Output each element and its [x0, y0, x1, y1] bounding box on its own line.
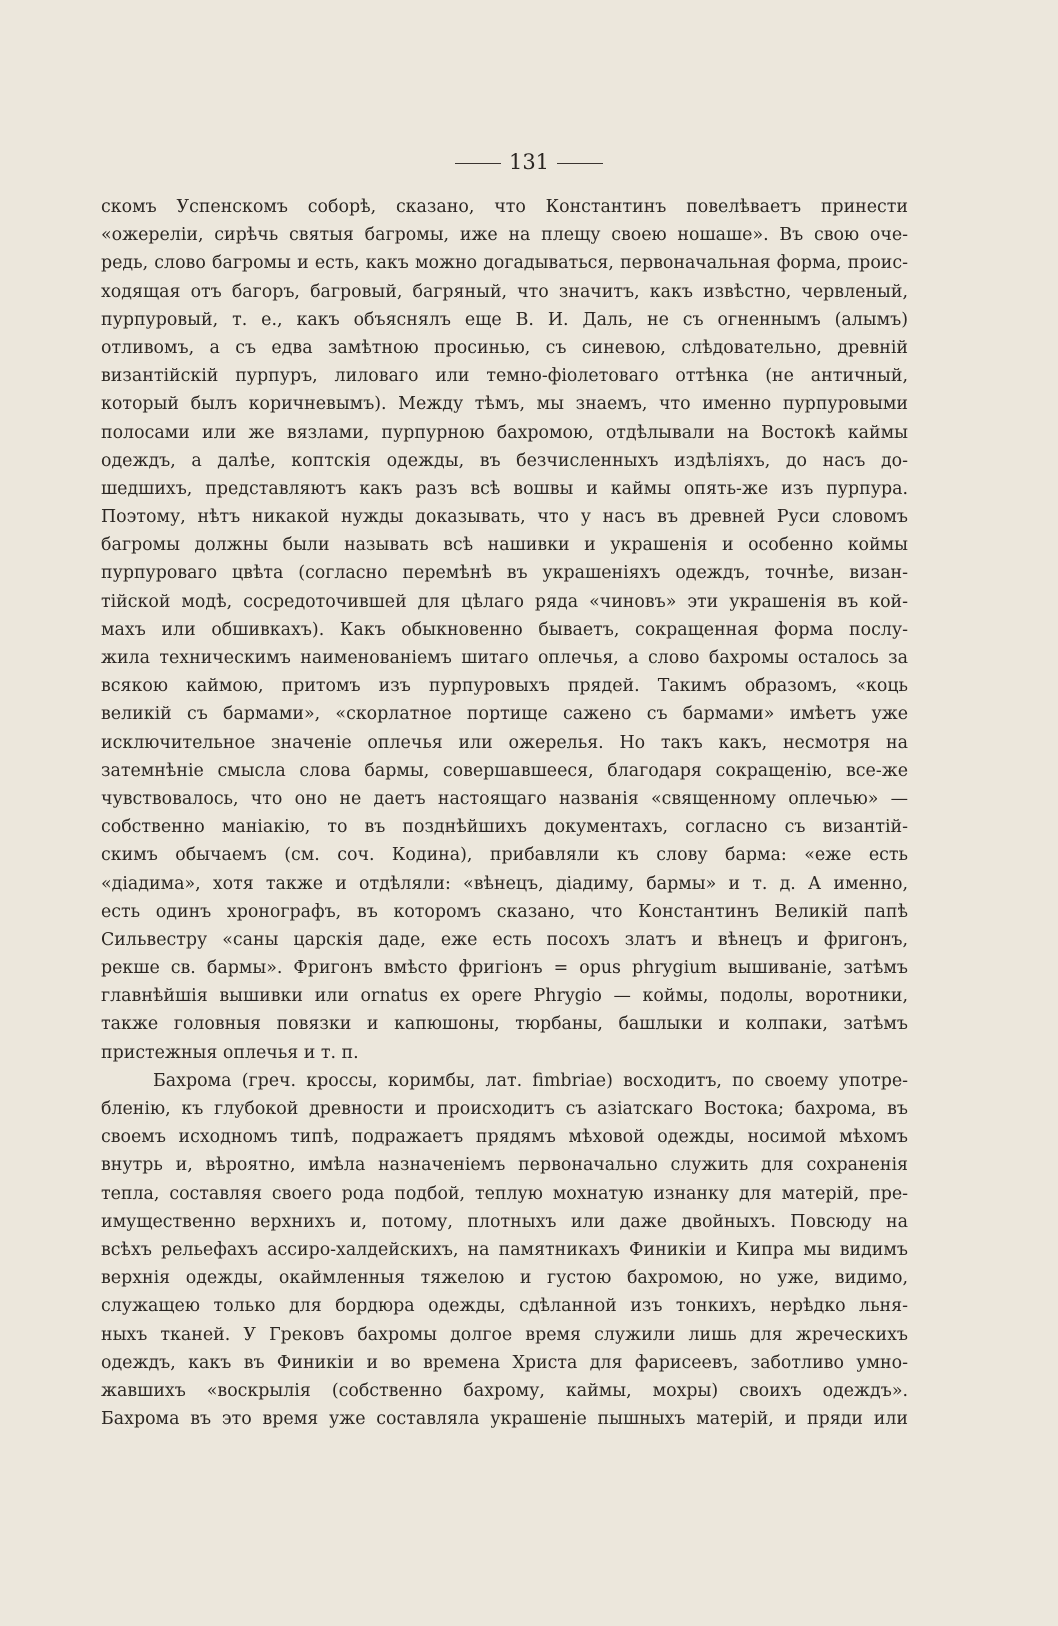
text-line: чувствовалось, что оно не даетъ настоящаго названія «священному оплечью» — — [101, 788, 908, 809]
text-line: багромы должны были называть всѣ нашивки и украшенія и особенно коймы — [101, 535, 908, 556]
text-line: Сильвестру «саны царскія даде, еже есть посохъ златъ и вѣнецъ и фригонъ, — [101, 929, 908, 950]
text-line: всякою каймою, притомъ изъ пурпуровыхъ прядей. Такимъ образомъ, «коць — [101, 676, 908, 697]
text-line: внутрь и, вѣроятно, имѣла назначеніемъ первоначально служить для сохраненія — [101, 1155, 908, 1176]
text-line: служащею только для бордюра одежды, сдѣланной изъ тонкихъ, нерѣдко льня- — [101, 1296, 908, 1317]
text-line: всѣхъ рельефахъ ассиро-халдейскихъ, на памятникахъ Финикіи и Кипра мы видимъ — [101, 1239, 908, 1260]
text-line: также головныя повязки и капюшоны, тюрбаны, башлыки и колпаки, затѣмъ — [101, 1014, 908, 1035]
text-line: собственно маніакію, то въ позднѣйшихъ документахъ, согласно съ византій- — [101, 817, 908, 838]
text-line: пурпуровый, т. е., какъ объяснялъ еще В. И. Даль, не съ огненнымъ (алымъ) — [101, 309, 908, 330]
right-rule — [557, 163, 603, 164]
body-text — [101, 193, 908, 1433]
text-line: Бахрома въ это время уже составляла украшеніе пышныхъ матерій, и пряди или — [101, 1409, 908, 1430]
text-line: одеждъ, а далѣе, коптскія одежды, въ безчисленныхъ издѣліяхъ, до насъ до- — [101, 450, 908, 471]
text-line: жила техническимъ наименованіемъ шитаго оплечья, а слово бахромы осталось за — [101, 648, 908, 668]
text-line: махъ или обшивкахъ). Какъ обыкновенно бываетъ, сокращенная форма послу- — [101, 619, 908, 640]
left-rule — [455, 163, 501, 164]
text-line: исключительное значеніе оплечья или ожерелья. Но такъ какъ, несмотря на — [101, 732, 908, 753]
text-line: бленію, къ глубокой древности и происходитъ съ азіатскаго Востока; бахрома, въ — [101, 1099, 908, 1119]
text-line: отливомъ, а съ едва замѣтною просинью, съ синевою, слѣдовательно, древній — [101, 337, 908, 358]
text-line: Бахрома (греч. кроссы, коримбы, лат. fimbriae) восходитъ, по своему употре- — [153, 1070, 908, 1091]
text-line: ходящая отъ багоръ, багровый, багряный, что значитъ, какъ извѣстно, червленый, — [101, 281, 908, 302]
text-line: ныхъ тканей. У Грековъ бахромы долгое время служили лишь для жреческихъ — [101, 1324, 908, 1345]
text-line: «діадима», хотя также и отдѣляли: «вѣнецъ, діадиму, бармы» и т. д. А именно, — [101, 873, 908, 894]
text-line: великій съ бармами», «скорлатное портище сажено съ бармами» имѣетъ уже — [101, 704, 908, 725]
text-line: рекше св. бармы». Фригонъ вмѣсто фригіонъ = opus phrygium вышиваніе, затѣмъ — [101, 958, 908, 979]
text-line: пурпуроваго цвѣта (согласно перемѣнѣ въ украшеніяхъ одеждъ, точнѣе, визан- — [101, 563, 908, 584]
text-line: скимъ обычаемъ (см. соч. Кодина), прибавляли къ слову барма: «еже есть — [101, 845, 908, 866]
text-line: одеждъ, какъ въ Финикіи и во времена Христа для фарисеевъ, заботливо умно- — [101, 1352, 908, 1373]
text-line: есть одинъ хронографъ, въ которомъ сказано, что Константинъ Великій папѣ — [101, 901, 908, 922]
text-line: верхнія одежды, окаймленныя тяжелою и густою бахромою, но уже, видимо, — [101, 1268, 908, 1289]
text-line: редь, слово багромы и есть, какъ можно догадываться, первоначальная форма, проис- — [101, 253, 908, 274]
text-line: скомъ Успенскомъ соборѣ, сказано, что Константинъ повелѣваетъ принести — [101, 197, 908, 217]
text-line: византійскій пурпуръ, лиловаго или темно-фіолетоваго оттѣнка (не античный, — [101, 366, 908, 387]
text-line: «ожереліи, сирѣчь святыя багромы, иже на плещу своею ношаше». Въ свою оче- — [101, 225, 908, 246]
text-line: шедшихъ, представляютъ какъ разъ всѣ вошвы и каймы опять-же изъ пурпура. — [101, 478, 908, 499]
text-line: тепла, составляя своего рода подбой, теплую мохнатую изнанку для матерій, пре- — [101, 1183, 908, 1204]
text-line: который былъ коричневымъ). Между тѣмъ, мы знаемъ, что именно пурпуровыми — [101, 394, 908, 415]
text-line: Поэтому, нѣтъ никакой нужды доказывать, что у насъ въ древней Руси словомъ — [101, 507, 908, 528]
page-number-header — [0, 150, 1058, 174]
text-line: своемъ исходномъ типѣ, подражаетъ прядямъ мѣховой одежды, носимой мѣхомъ — [101, 1127, 908, 1148]
page-number: 131 — [508, 150, 550, 174]
text-line: главнѣйшія вышивки или ornatus ex opere Phrygio — коймы, подолы, воротники, — [101, 986, 908, 1007]
text-line: пристежныя оплечья и т. п. — [101, 1042, 359, 1063]
text-line: имущественно верхнихъ и, потому, плотныхъ или даже двойныхъ. Повсюду на — [101, 1211, 908, 1232]
text-line: затемнѣніе смысла слова бармы, совершавшееся, благодаря сокращенію, все-же — [101, 760, 908, 781]
text-line: полосами или же вязлами, пурпурною бахромою, отдѣлывали на Востокѣ каймы — [101, 422, 908, 443]
text-line: жавшихъ «воскрылія (собственно бахрому, каймы, мохры) своихъ одеждъ». — [101, 1380, 908, 1401]
text-line: тійской модѣ, сосредоточившей для цѣлаго ряда «чиновъ» эти украшенія въ кой- — [101, 591, 908, 612]
